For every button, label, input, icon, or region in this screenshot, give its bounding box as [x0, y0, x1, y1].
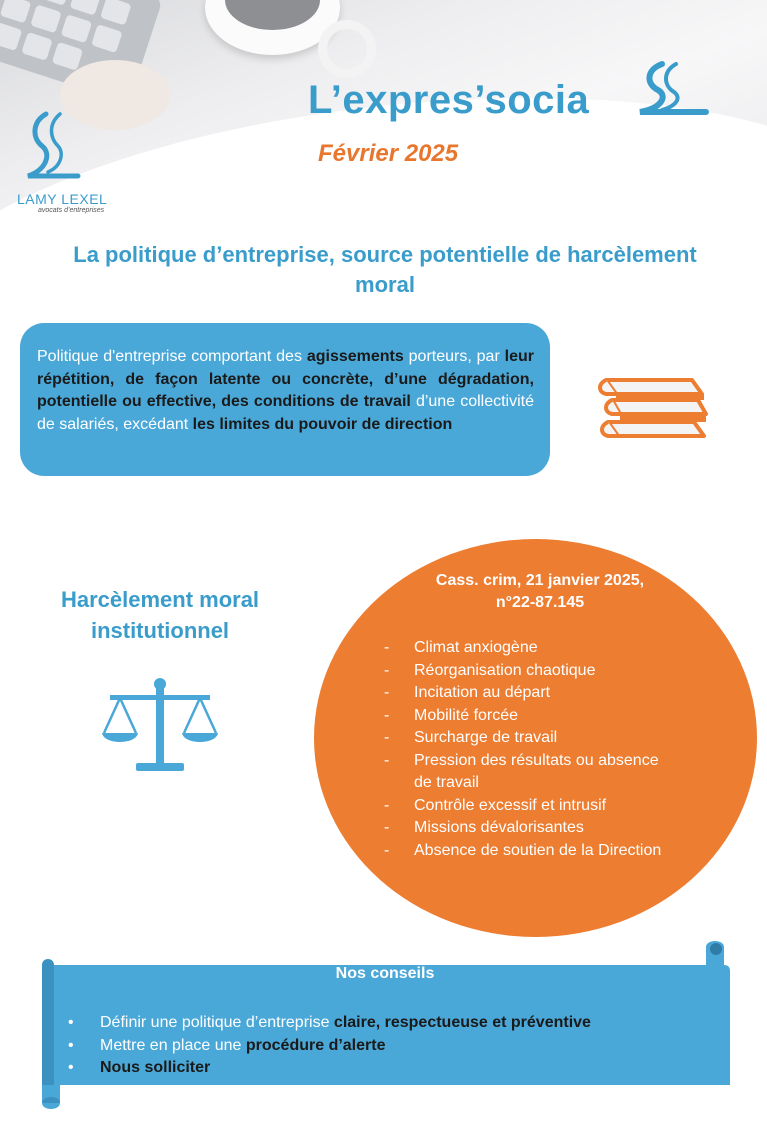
advice-segment: procédure d’alerte [245, 1036, 386, 1054]
definition-segment: d’une collectivité de salariés, excédant [37, 393, 535, 433]
advice-title: Nos conseils [335, 965, 435, 982]
list-item: - Incitation au départ [384, 684, 551, 701]
definition-text [37, 346, 534, 436]
advice-segment: Nous solliciter [100, 1059, 211, 1076]
advice-segment: Mettre en place une [100, 1036, 246, 1054]
case-reference-line2: n°22-87.145 [495, 594, 585, 611]
definition-segment: Politique d'entreprise comportant des [37, 348, 307, 365]
bullet-icon: • [68, 1059, 74, 1076]
case-reference-line1: Cass. crim, 21 janvier 2025, [435, 572, 645, 589]
list-item: - Mobilité forcée [384, 706, 519, 724]
list-item: - Pression des résultats ou absence de travail [384, 751, 659, 791]
section-title: Harcèlement moral institutionnel [60, 587, 260, 643]
list-item: - Réorganisation chaotique [384, 661, 596, 679]
advice-segment: Définir une politique d’entreprise [100, 1014, 334, 1031]
scales-of-justice-icon [100, 675, 220, 775]
list-item: - Missions dévalorisantes [384, 819, 584, 836]
advice-item [68, 1035, 718, 1058]
case-reference [390, 570, 690, 614]
advice-item [68, 1012, 718, 1035]
advice-list [68, 1012, 718, 1080]
newsletter-title: L’expres’socia [308, 78, 590, 122]
advice-segment: claire, respectueuse et préventive [333, 1014, 591, 1031]
list-item: - Contrôle excessif et intrusif [384, 796, 607, 814]
definition-segment: leur répétition, de façon latente ou concrète, d’une dégradation, potentielle ou effective, des conditions de travail [37, 348, 535, 410]
case-criteria-list [384, 637, 664, 862]
books-icon [598, 374, 710, 442]
definition-segment: porteurs, par [403, 348, 505, 365]
advice-item [68, 1057, 718, 1080]
issue-date: Février 2025 [318, 140, 459, 167]
list-item: - Climat anxiogène [384, 639, 538, 656]
ll-monogram-icon [632, 60, 712, 120]
page-title: La politique d’entreprise, source potentielle de harcèlement moral [73, 242, 697, 297]
list-item: - Absence de soutien de la Direction [384, 841, 662, 859]
logo-name: LAMY LEXEL [17, 191, 108, 207]
definition-segment: les limites du pouvoir de direction [192, 415, 453, 433]
list-item: - Surcharge de travail [384, 729, 558, 746]
bullet-icon: • [68, 1036, 74, 1054]
lamy-lexel-logo [24, 110, 84, 195]
bullet-icon: • [68, 1014, 74, 1031]
definition-segment: agissements [306, 348, 404, 365]
logo-tagline: avocats d’entreprises [38, 207, 105, 214]
